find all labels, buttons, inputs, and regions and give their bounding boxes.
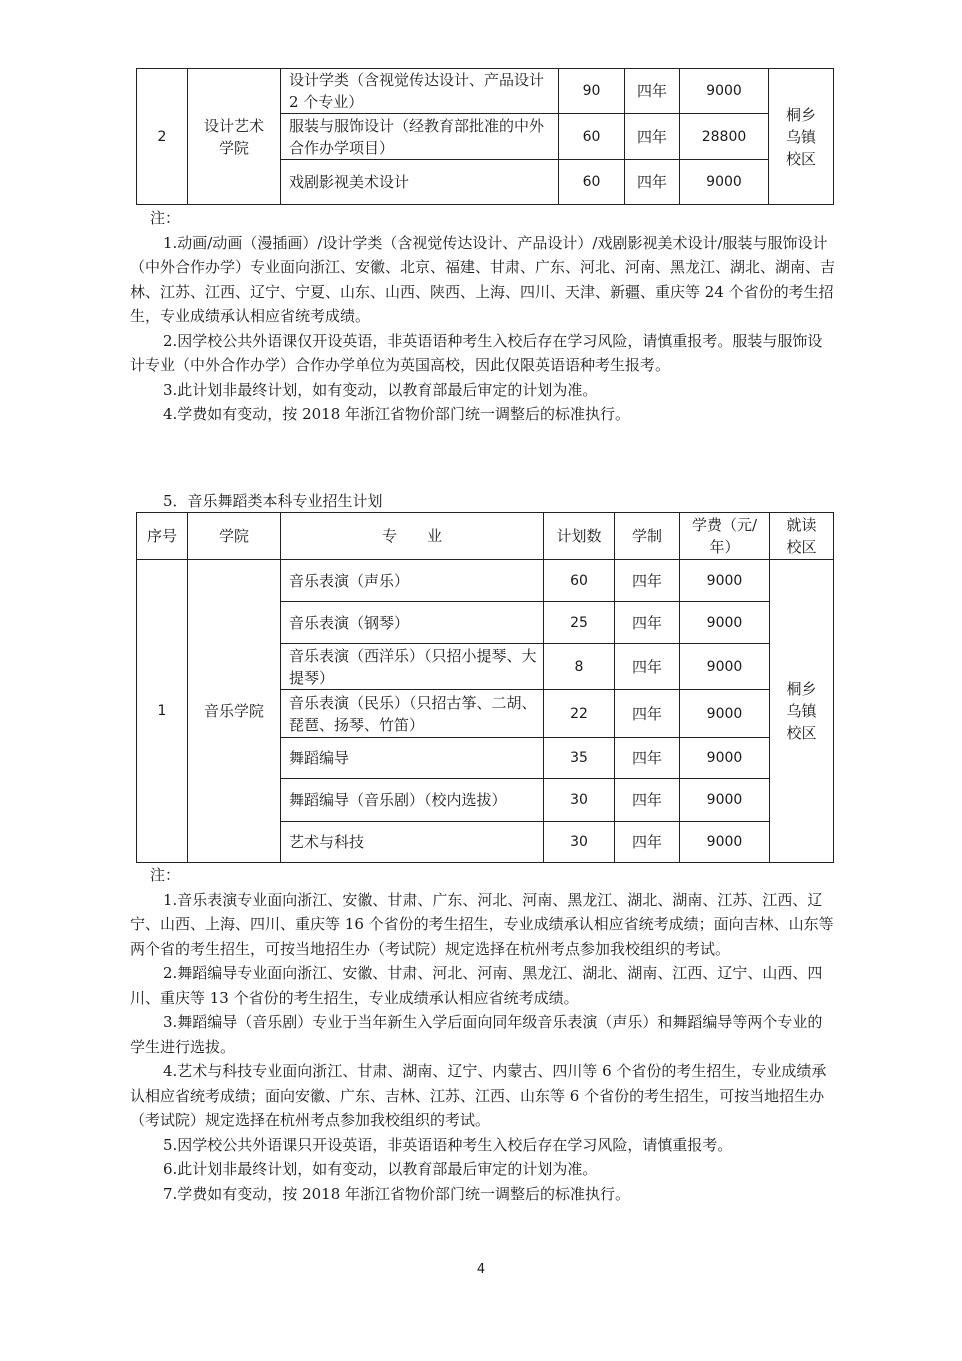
seq-cell: 2	[137, 69, 188, 205]
fee-cell: 9000	[680, 69, 769, 114]
note-item: 7.学费如有变动，按 2018 年浙江省物价部门统一调整后的标准执行。	[163, 1184, 631, 1203]
plan-cell: 60	[544, 560, 615, 602]
plan-cell: 25	[544, 602, 615, 644]
years-cell: 四年	[625, 114, 680, 160]
major-cell: 舞蹈编导（音乐剧）（校内选拔）	[281, 779, 544, 822]
years-cell: 四年	[615, 822, 680, 863]
note-item: 3.此计划非最终计划，如有变动，以教育部最后审定的计划为准。	[163, 380, 598, 399]
plan-cell: 8	[544, 644, 615, 690]
note-item: 2.因学校公共外语课仅开设英语，非英语语种考生入校后存在学习风险，请慎重报考。服装与服饰设计专业（中外合作办学）合作办学单位为英国高校，因此仅限英语语种考生报考。	[130, 331, 823, 374]
years-cell: 四年	[625, 160, 680, 205]
fee-cell: 9000	[680, 644, 770, 690]
design-college-plan-table	[136, 68, 834, 205]
plan-cell: 60	[559, 114, 625, 160]
notes-heading: 注：	[150, 209, 181, 227]
header-major: 专 业	[281, 513, 544, 560]
notes-block-1	[130, 206, 835, 427]
plan-cell: 90	[559, 69, 625, 114]
table-row	[137, 560, 834, 602]
years-cell: 四年	[615, 690, 680, 738]
note-item: 5.因学校公共外语课只开设英语，非英语语种考生入校后存在学习风险，请慎重报考。	[163, 1135, 733, 1154]
major-cell: 音乐表演（西洋乐）（只招小提琴、大提琴）	[281, 644, 544, 690]
note-item: 4.艺术与科技专业面向浙江、甘肃、湖南、辽宁、内蒙古、四川等 6 个省份的考生招生，专业成绩承认相应省统考成绩；面向安徽、广东、吉林、江苏、江西、山东等 6 个省份的考生招生，可按当地招生办（考试院）规定选择在杭州考点参加我校组织的考试。	[130, 1062, 827, 1129]
college-cell: 设计艺术学院	[188, 69, 281, 205]
major-cell: 舞蹈编导	[281, 738, 544, 779]
years-cell: 四年	[615, 560, 680, 602]
note-item: 3.舞蹈编导（音乐剧）专业于当年新生入学后面向同年级音乐表演（声乐）和舞蹈编导等两个专业的学生进行选拔。	[130, 1013, 823, 1056]
years-cell: 四年	[615, 738, 680, 779]
notes-heading: 注：	[150, 866, 181, 884]
plan-cell: 35	[544, 738, 615, 779]
fee-cell: 9000	[680, 822, 770, 863]
header-fee: 学费（元/年）	[680, 513, 770, 560]
table-row	[137, 69, 834, 114]
years-cell: 四年	[615, 602, 680, 644]
plan-cell: 22	[544, 690, 615, 738]
note-item: 6.此计划非最终计划，如有变动，以教育部最后审定的计划为准。	[163, 1160, 598, 1178]
header-seq: 序号	[137, 513, 188, 560]
music-dance-plan-table	[136, 512, 834, 863]
major-cell: 音乐表演（声乐）	[281, 560, 544, 602]
header-campus: 就读校区	[770, 513, 834, 560]
page-number: 4	[476, 1262, 486, 1277]
fee-cell: 9000	[680, 602, 770, 644]
table-header-row	[137, 513, 834, 560]
college-cell: 音乐学院	[188, 560, 281, 863]
major-cell: 音乐表演（民乐）（只招古筝、二胡、琵琶、扬琴、竹笛）	[281, 690, 544, 738]
header-college: 学院	[188, 513, 281, 560]
major-cell: 服装与服饰设计（经教育部批准的中外合作办学项目）	[281, 114, 559, 160]
header-plan: 计划数	[544, 513, 615, 560]
fee-cell: 9000	[680, 560, 770, 602]
years-cell: 四年	[625, 69, 680, 114]
fee-cell: 28800	[680, 114, 769, 160]
fee-cell: 9000	[680, 738, 770, 779]
fee-cell: 9000	[680, 160, 769, 205]
years-cell: 四年	[615, 644, 680, 690]
plan-cell: 30	[544, 822, 615, 863]
notes-block-2	[130, 863, 835, 1206]
major-cell: 艺术与科技	[281, 822, 544, 863]
header-years: 学制	[615, 513, 680, 560]
note-item: 1.动画/动画（漫插画）/设计学类（含视觉传达设计、产品设计）/戏剧影视美术设计/服装与服饰设计（中外合作办学）专业面向浙江、安徽、北京、福建、甘肃、广东、河北、河南、黑龙江、湖北、湖南、吉林、江苏、江西、辽宁、宁夏、山东、山西、陕西、上海、四川、天津、新疆、重庆等 24 个省份的考生招生，专业成绩承认相应省统考成绩。	[130, 233, 836, 325]
fee-cell: 9000	[680, 779, 770, 822]
major-cell: 设计学类（含视觉传达设计、产品设计 2 个专业）	[281, 69, 559, 114]
years-cell: 四年	[615, 779, 680, 822]
note-item: 1.音乐表演专业面向浙江、安徽、甘肃、广东、河北、河南、黑龙江、湖北、湖南、江苏、江西、辽宁、山西、上海、四川、重庆等 16 个省份的考生招生，专业成绩承认相应省统考成绩；面向吉林、山东等两个省的考生招生，可按当地招生办（考试院）规定选择在杭州考点参加我校组织的考试。	[130, 890, 834, 958]
campus-cell: 桐乡乌镇校区	[769, 69, 834, 205]
major-cell: 戏剧影视美术设计	[281, 160, 559, 205]
seq-cell: 1	[137, 560, 188, 863]
fee-cell: 9000	[680, 690, 770, 738]
note-item: 4.学费如有变动，按 2018 年浙江省物价部门统一调整后的标准执行。	[163, 405, 631, 423]
section-title: 5．音乐舞蹈类本科专业招生计划	[163, 492, 383, 510]
plan-cell: 60	[559, 160, 625, 205]
plan-cell: 30	[544, 779, 615, 822]
major-cell: 音乐表演（钢琴）	[281, 602, 544, 644]
campus-cell: 桐乡乌镇校区	[770, 560, 834, 863]
note-item: 2.舞蹈编导专业面向浙江、安徽、甘肃、河北、河南、黑龙江、湖北、湖南、江西、辽宁、山西、四川、重庆等 13 个省份的考生招生，专业成绩承认相应省统考成绩。	[130, 964, 823, 1007]
